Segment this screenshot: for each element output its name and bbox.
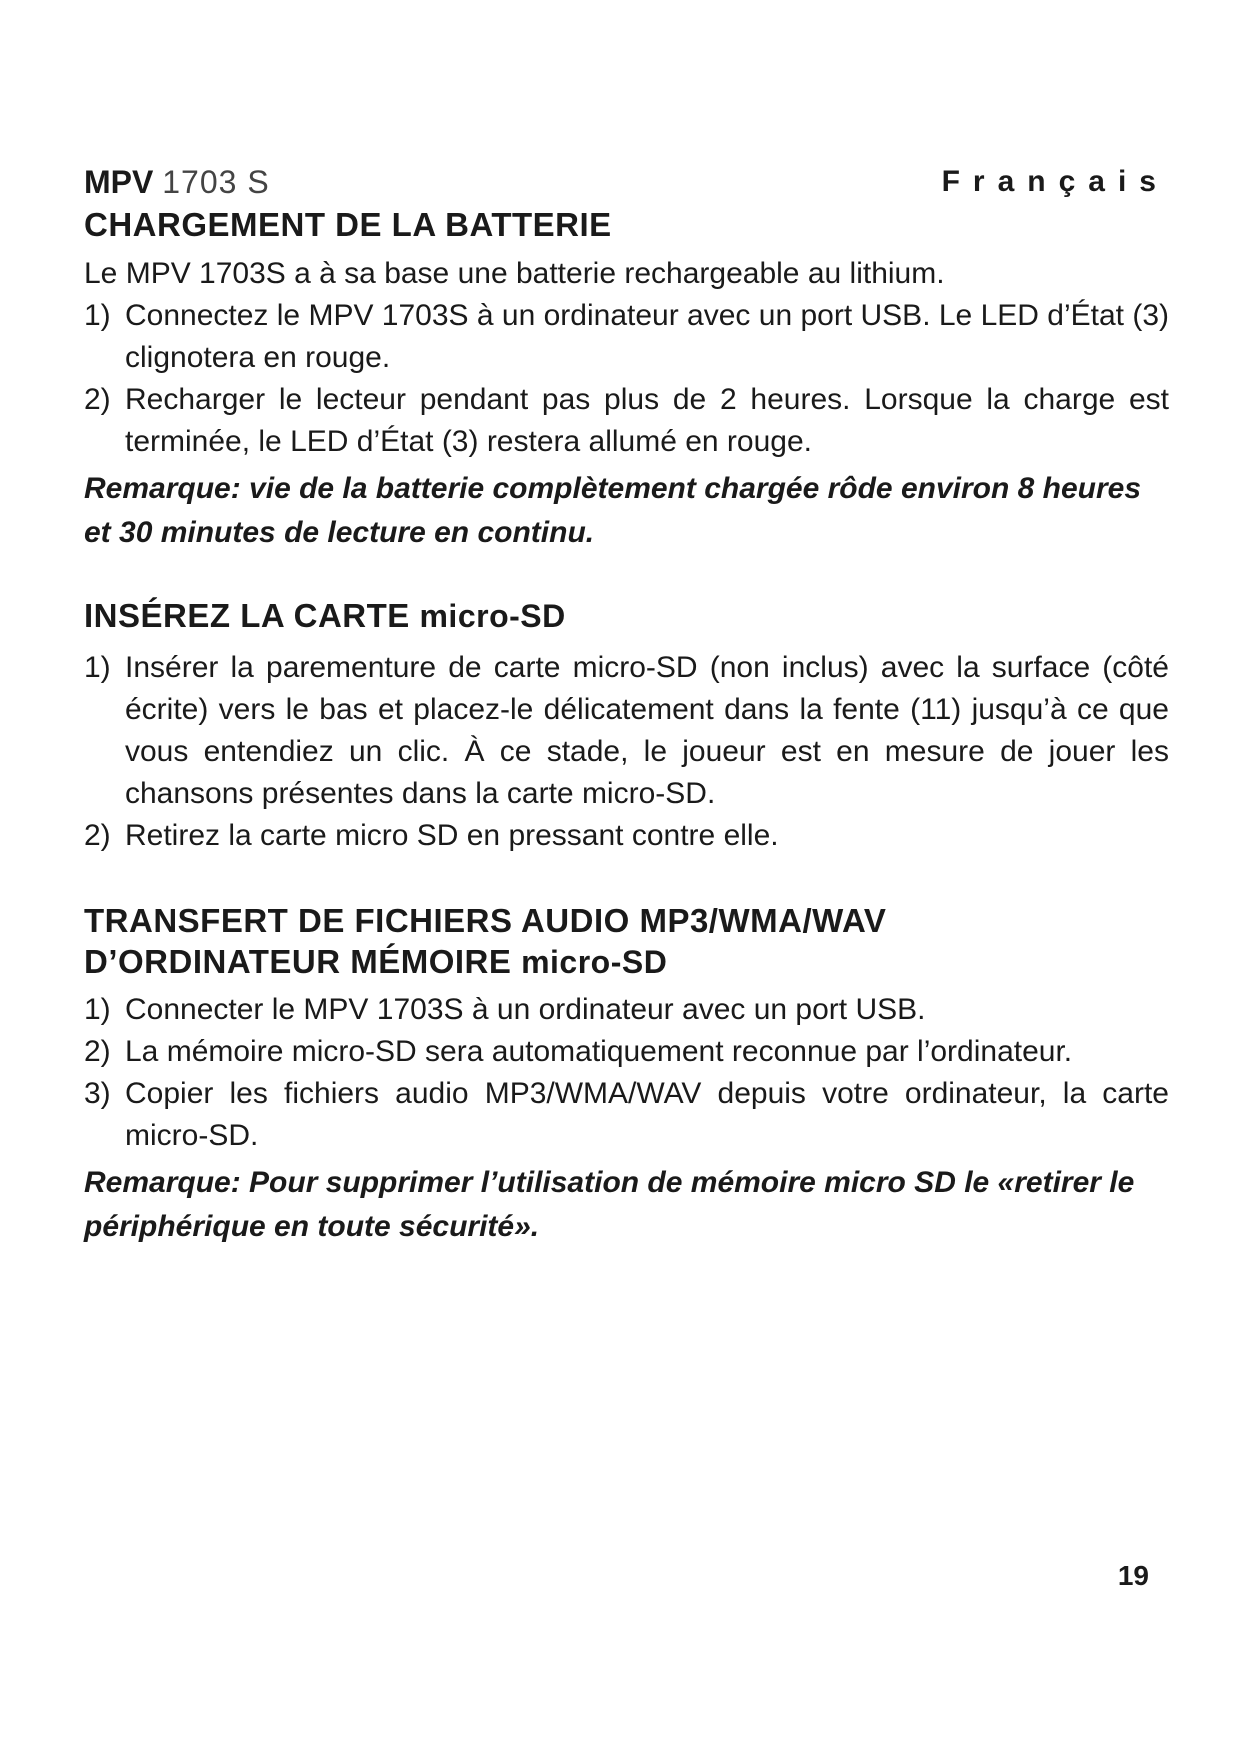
page-number: 19 xyxy=(1117,1560,1149,1591)
section-battery-charging xyxy=(84,204,1169,555)
step-item xyxy=(84,815,1169,857)
section-title-line2: D’ORDINATEUR MÉMOIRE xyxy=(84,943,512,980)
section-title-suffix: micro-SD xyxy=(521,944,668,980)
step-item xyxy=(84,1031,1169,1073)
model-name xyxy=(84,162,270,202)
step-number: 2) xyxy=(84,1035,111,1068)
step-item xyxy=(84,379,1169,463)
section-note: Remarque: Pour supprimer l’utilisation de mémoire micro SD le «retirer le périphérique en toute sécurité». xyxy=(84,1166,1135,1243)
section-title-line1: TRANSFERT DE FICHIERS AUDIO MP3/WMA/WAV xyxy=(84,902,887,939)
step-item xyxy=(84,1073,1169,1157)
step-item xyxy=(84,647,1169,815)
step-number: 2) xyxy=(84,819,111,852)
step-text: La mémoire micro-SD sera automatiquement reconnue par l’ordinateur. xyxy=(125,1035,1073,1068)
step-list xyxy=(84,647,1169,857)
section-title: CHARGEMENT DE LA BATTERIE xyxy=(84,206,612,243)
section-file-transfer xyxy=(84,900,1169,1249)
step-text: Retirez la carte micro SD en pressant contre elle. xyxy=(125,819,779,852)
page-header xyxy=(84,162,1169,202)
manual-page xyxy=(84,162,1169,1249)
step-number: 1) xyxy=(84,299,111,332)
step-number: 1) xyxy=(84,993,111,1026)
step-number: 1) xyxy=(84,651,111,684)
step-text: Copier les fichiers audio MP3/WMA/WAV depuis votre ordinateur, la carte micro-SD. xyxy=(125,1077,1169,1152)
language-label: Français xyxy=(941,165,1169,198)
step-text: Recharger le lecteur pendant pas plus de 2 heures. Lorsque la charge est terminée, le LED d’État (3) restera allumé en rouge. xyxy=(125,383,1169,458)
step-list xyxy=(84,989,1169,1157)
step-number: 3) xyxy=(84,1077,111,1110)
section-intro: Le MPV 1703S a à sa base une batterie rechargeable au lithium. xyxy=(84,257,945,290)
step-number: 2) xyxy=(84,383,111,416)
section-title xyxy=(84,595,1169,637)
model-brand: MPV xyxy=(84,164,154,200)
model-number: 1703 S xyxy=(162,164,270,200)
section-title xyxy=(84,900,1169,983)
section-title-suffix: micro-SD xyxy=(419,598,566,634)
step-text: Connecter le MPV 1703S à un ordinateur avec un port USB. xyxy=(125,993,926,1026)
step-list xyxy=(84,295,1169,463)
step-text: Insérer la parementure de carte micro-SD (non inclus) avec la surface (côté écrite) vers le bas et placez-le délicatement dans la fente (11) jusqu’à ce que vous entendiez un clic. À ce stade, le joueur est en mesure de jouer les chansons présentes dans la carte micro-SD. xyxy=(125,651,1169,810)
step-text: Connectez le MPV 1703S à un ordinateur avec un port USB. Le LED d’État (3) clignotera en rouge. xyxy=(125,299,1169,374)
step-item xyxy=(84,295,1169,379)
section-title-main: INSÉREZ LA CARTE xyxy=(84,597,410,634)
section-note: Remarque: vie de la batterie complètement chargée rôde environ 8 heures et 30 minutes de lecture en continu. xyxy=(84,472,1142,549)
section-insert-card xyxy=(84,595,1169,857)
step-item xyxy=(84,989,1169,1031)
